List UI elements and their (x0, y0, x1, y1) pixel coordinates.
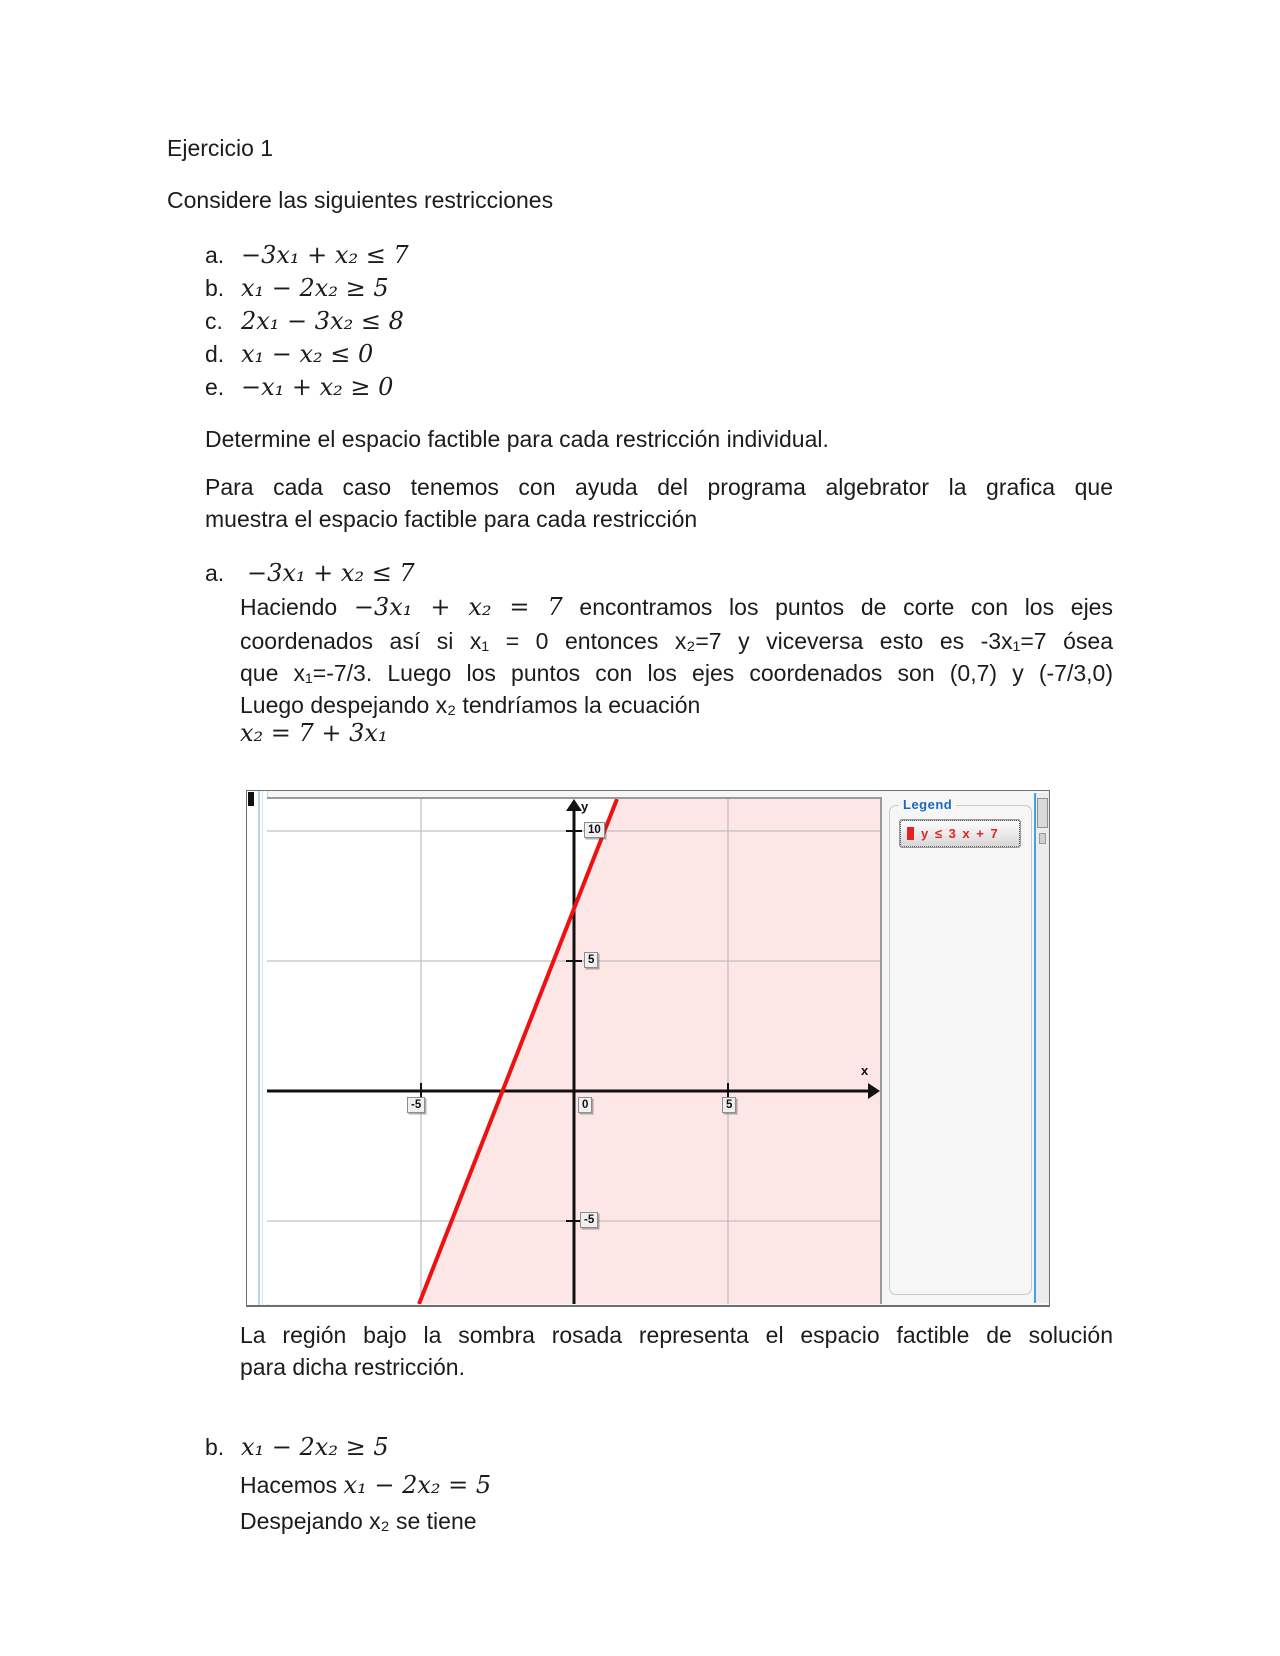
constraint-formula: −3x₁ + x₂ ≤ 7 (241, 241, 409, 269)
constraint-letter: a. (205, 242, 225, 268)
scrollbar-marker (1039, 833, 1046, 844)
section-letter: a. (205, 560, 225, 586)
legend-title: Legend (899, 797, 956, 813)
tick-label-x0: 0 (578, 1097, 592, 1113)
tick-label-y10: 10 (584, 822, 605, 838)
plot-area (267, 797, 882, 1304)
region-note-line1: La región bajo la sombra rosada representa el espacio factible de solución (240, 1322, 1113, 1348)
section-formula: x₁ − 2x₂ ≥ 5 (241, 1433, 389, 1461)
haciendo-line1-pre: Haciendo (240, 594, 354, 620)
gutter-line (262, 791, 263, 1305)
tick-label-y5: 5 (584, 952, 598, 968)
legend-item-button[interactable] (900, 820, 1020, 847)
constraint-letter: d. (205, 341, 225, 367)
para-caso-line2: muestra el espacio factible para cada restricción (205, 506, 698, 532)
hacemos-line (240, 1470, 491, 1500)
haciendo-line1-math: −3x₁ + x₂ = 7 (353, 593, 563, 621)
constraint-item-c (205, 306, 404, 336)
constraint-item-b (205, 273, 389, 303)
constraint-item-a (205, 240, 409, 270)
equation-line: x₂ = 7 + 3x₁ (240, 719, 388, 747)
constraint-formula: 2x₁ − 3x₂ ≤ 8 (241, 307, 404, 335)
x-axis-label: x (861, 1063, 869, 1078)
para-caso-line1: Para cada caso tenemos con ayuda del programa algebrator la grafica que (205, 474, 1113, 500)
constraint-letter: b. (205, 275, 225, 301)
haciendo-line4: Luego despejando x₂ tendríamos la ecuación (240, 692, 701, 718)
haciendo-line1-post: encontramos los puntos de corte con los ejes (562, 594, 1113, 620)
vertical-scrollbar[interactable] (1034, 793, 1049, 1303)
y-axis-arrow (566, 799, 582, 811)
tick-label-ym5: -5 (580, 1212, 598, 1228)
gutter-line (258, 791, 260, 1305)
plot-left-gutter (247, 791, 268, 1305)
section-a-heading (205, 558, 415, 588)
constraint-formula: −x₁ + x₂ ≥ 0 (241, 373, 394, 401)
haciendo-line3: que x₁=-7/3. Luego los puntos con los ejes coordenados son (0,7) y (-7/3,0) (240, 660, 1113, 686)
constraint-letter: c. (205, 308, 223, 334)
y-axis-label: y (581, 799, 589, 814)
exercise-title: Ejercicio 1 (167, 135, 274, 161)
section-b-heading (205, 1432, 389, 1462)
text-cursor-artifact (248, 792, 254, 806)
constraint-item-d (205, 339, 373, 369)
legend-groupbox (889, 797, 1032, 1295)
tick-label-x5: 5 (722, 1097, 736, 1113)
plot-canvas (267, 799, 880, 1304)
despejando-line: Despejando x₂ se tiene (240, 1508, 477, 1534)
constraint-letter: e. (205, 374, 225, 400)
constraint-formula: x₁ − x₂ ≤ 0 (241, 340, 374, 368)
section-formula: −3x₁ + x₂ ≤ 7 (247, 559, 415, 587)
constraint-item-e (205, 372, 393, 402)
legend-color-marker (907, 827, 914, 840)
scrollbar-thumb[interactable] (1037, 798, 1048, 828)
constraint-formula: x₁ − 2x₂ ≥ 5 (241, 274, 389, 302)
section-letter: b. (205, 1434, 225, 1460)
legend-entry-label: y ≤ 3 x + 7 (921, 825, 1000, 841)
region-note-line2: para dicha restricción. (240, 1354, 465, 1380)
determine-line: Determine el espacio factible para cada restricción individual. (205, 426, 829, 452)
feasible-region (419, 799, 880, 1304)
tick-label-xm5: -5 (407, 1097, 425, 1113)
haciendo-line1 (240, 592, 1113, 622)
haciendo-line2: coordenados así si x₁ = 0 entonces x₂=7 y viceversa esto es -3x₁=7 ósea (240, 628, 1113, 654)
hacemos-pre: Hacemos (240, 1472, 344, 1498)
intro-line: Considere las siguientes restricciones (167, 187, 554, 213)
legend-panel (884, 793, 1036, 1303)
hacemos-math: x₁ − 2x₂ = 5 (343, 1471, 492, 1499)
algebrator-plot-window (246, 790, 1050, 1307)
